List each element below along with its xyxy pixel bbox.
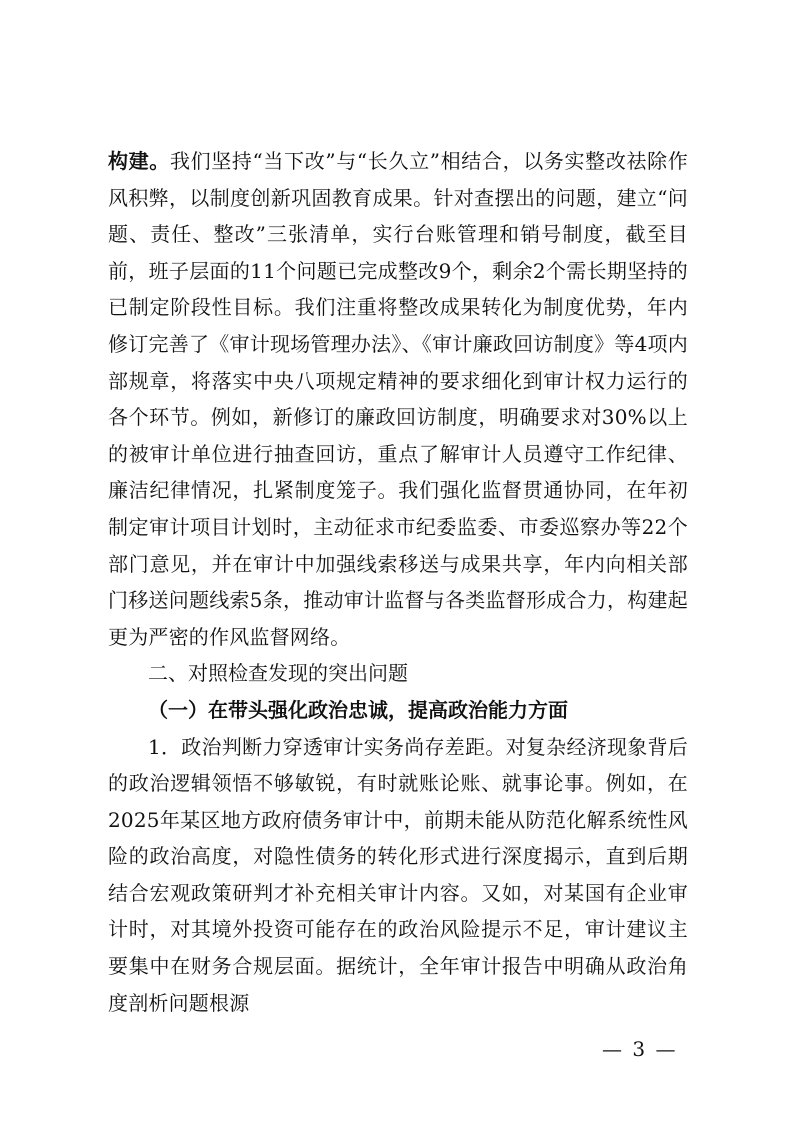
document-body bbox=[108, 143, 688, 1021]
page-number: — 3 — bbox=[602, 1037, 678, 1061]
paragraph-rectification bbox=[108, 143, 688, 655]
paragraph-lead: 构建。 bbox=[108, 149, 170, 173]
subsection-heading: （一）在带头强化政治忠诚，提高政治能力方面 bbox=[148, 697, 568, 722]
paragraph-text: 我们坚持“当下改”与“长久立”相结合，以务实整改祛除作风积弊，以制度创新巩固教育成果。针对查摆出的问题，建立“问题、责任、整改”三张清单，实行台账管理和销号制度，截至目前，班子层面的11个问题已完成整改9个，剩余2个需长期坚持的已制定阶段性目标。我们注重将整改成果转化为制度优势，年内修订完善了《审计现场管理办法》、《审计廉政回访制度》等4项内部规章，将落实中央八项规定精神的要求细化到审计权力运行的各个环节。例如，新修订的廉政回访制度，明确要求对30%以上的被审计单位进行抽查回访，重点了解审计人员遵守工作纪律、廉洁纪律情况，扎紧制度笼子。我们强化监督贯通协同，在年初制定审计项目计划时，主动征求市纪委监委、市委巡察办等22个部门意见，并在审计中加强线索移送与成果共享，年内向相关部门移送问题线索5条，推动审计监督与各类监督形成合力，构建起更为严密的作风监督网络。 bbox=[108, 149, 688, 649]
section-heading: 二、对照检查发现的突出问题 bbox=[148, 661, 408, 686]
paragraph-political-judgment: 1．政治判断力穿透审计实务尚存差距。对复杂经济现象背后的政治逻辑领悟不够敏锐，有时就账论账、就事论事。例如，在2025年某区地方政府债务审计中，前期未能从防范化解系统性风险的政治高度，对隐性债务的转化形式进行深度揭示，直到后期结合宏观政策研判才补充相关审计内容。又如，对某国有企业审计时，对其境外投资可能存在的政治风险提示不足，审计建议主要集中在财务合规层面。据统计，全年审计报告中明确从政治角度剖析问题根源 bbox=[108, 734, 688, 1015]
